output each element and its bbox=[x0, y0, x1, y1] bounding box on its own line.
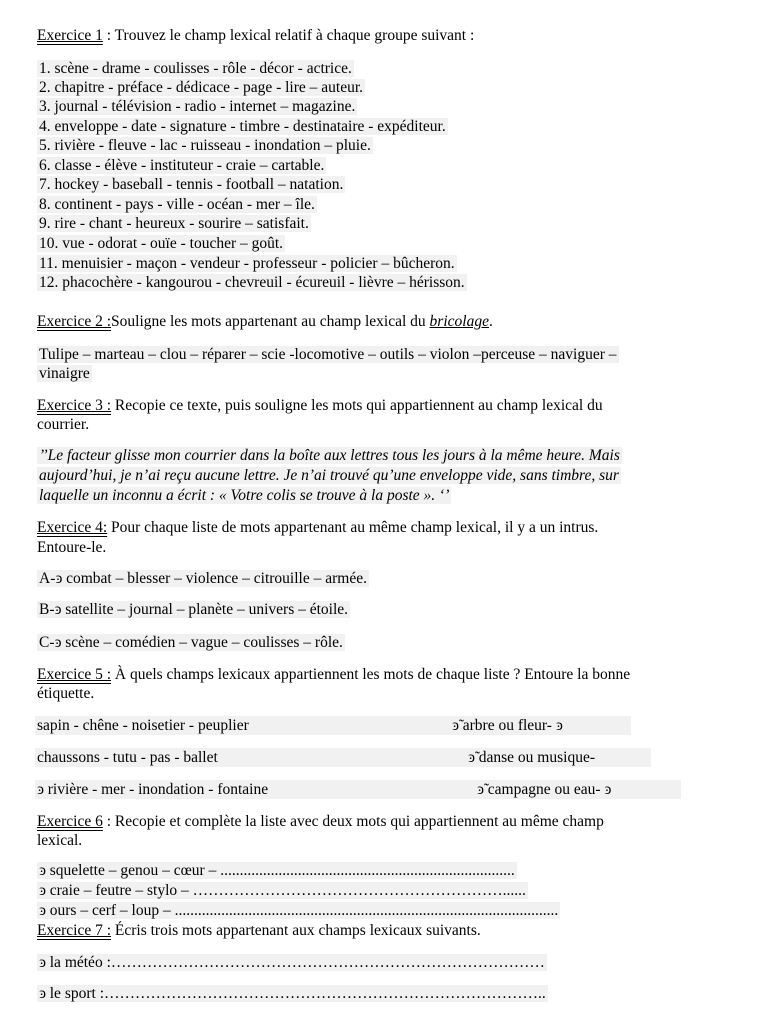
exercise-3-text: laquelle un inconnu a écrit : « Votre colis se trouve à la poste ». ‘’ bbox=[39, 487, 450, 504]
exercise-7-instruction: Écris trois mots appartenant aux champs lexicaux suivants. bbox=[111, 922, 481, 939]
list-item: 11. menuisier - maçon - vendeur - professeur - policier – bûcheron. bbox=[39, 255, 455, 272]
list-item: ͽ squelette – genou – cœur – ............................................................................ bbox=[39, 862, 515, 879]
exercise-2-heading: Exercice 2 :Souligne les mots appartenant au champ lexical du bricolage. bbox=[37, 313, 493, 330]
exercise-5-instruction: À quels champs lexicaux appartiennent les mots de chaque liste ? Entoure la bonne bbox=[111, 666, 631, 683]
exercise-3-instruction: Recopie ce texte, puis souligne les mots qui appartiennent au champ lexical du bbox=[111, 397, 603, 414]
exercise-1-heading bbox=[37, 27, 474, 45]
exercise-5-heading bbox=[37, 666, 630, 684]
exercise-5-options: ͽ̃ danse ou musique- bbox=[468, 749, 595, 766]
exercise-2-label: Exercice 2 : bbox=[37, 313, 112, 330]
exercise-6-instruction: : Recopie et complète la liste avec deux mots qui appartiennent au même champ bbox=[102, 813, 604, 830]
exercise-5-instruction-cont: étiquette. bbox=[37, 685, 95, 702]
exercise-4-heading bbox=[37, 519, 598, 537]
exercise-3-label: Exercice 3 : bbox=[37, 397, 112, 414]
list-item: 3. journal - télévision - radio - internet – magazine. bbox=[39, 98, 356, 115]
exercise-5-words: sapin - chêne - noisetier - peuplier bbox=[37, 717, 249, 734]
list-item: A-ͽ combat – blesser – violence – citrouille – armée. bbox=[39, 570, 367, 587]
list-item: 1. scène - drame - coulisses - rôle - décor - actrice. bbox=[39, 60, 352, 77]
exercise-3-heading bbox=[37, 397, 603, 415]
list-item: 12. phacochère - kangourou - chevreuil - écureuil - lièvre – hérisson. bbox=[39, 274, 465, 291]
exercise-2-words-cont: vinaigre bbox=[39, 365, 90, 382]
exercise-3-text: ’’Le facteur glisse mon courrier dans la boîte aux lettres tous les jours à la même heure. Mais bbox=[39, 447, 620, 464]
list-item: B-ͽ satellite – journal – planète – univers – étoile. bbox=[39, 601, 349, 618]
list-item: 6. classe - élève - instituteur - craie – cartable. bbox=[39, 157, 325, 174]
exercise-7-field-sport: ͽ le sport :………………………………………………………………………….. bbox=[39, 985, 546, 1002]
exercise-2-instruction: Souligne les mots appartenant au champ lexical du bbox=[111, 313, 430, 330]
exercise-7-label: Exercice 7 : bbox=[37, 922, 112, 939]
list-item: 5. rivière - fleuve - lac - ruisseau - inondation – pluie. bbox=[39, 137, 371, 154]
exercise-4-label: Exercice 4: bbox=[37, 519, 108, 536]
list-item: 4. enveloppe - date - signature - timbre - destinataire - expéditeur. bbox=[39, 118, 446, 135]
exercise-6-heading bbox=[37, 813, 604, 831]
list-item: 7. hockey - baseball - tennis - football – natation. bbox=[39, 176, 344, 193]
exercise-5-words: ͽ rivière - mer - inondation - fontaine bbox=[37, 781, 269, 798]
list-item: 9. rire - chant - heureux - sourire – satisfait. bbox=[39, 215, 309, 232]
list-item: ͽ craie – feutre – stylo – ……………………………………………………...... bbox=[39, 882, 526, 899]
exercise-2-keyword: bricolage bbox=[429, 313, 489, 330]
exercise-3-text: aujourd’hui, je n’ai reçu aucune lettre. Je n’ai trouvé qu’une enveloppe vide, sans timbre, sur bbox=[39, 467, 619, 484]
list-item: 10. vue - odorat - ouïe - toucher – goût. bbox=[39, 235, 284, 252]
exercise-5-options: ͽ̃ campagne ou eau- ͽ bbox=[477, 781, 612, 798]
list-item: 2. chapitre - préface - dédicace - page - lire – auteur. bbox=[39, 79, 364, 96]
exercise-7-field-weather: ͽ la météo :………………………………………………………………………… bbox=[39, 954, 545, 971]
exercise-4-instruction: Pour chaque liste de mots appartenant au même champ lexical, il y a un intrus. bbox=[107, 519, 599, 536]
list-item: 8. continent - pays - ville - océan - mer – île. bbox=[39, 196, 315, 213]
exercise-7-heading bbox=[37, 922, 481, 940]
exercise-4-instruction-cont: Entoure-le. bbox=[37, 539, 107, 556]
exercise-6-label: Exercice 6 bbox=[37, 813, 103, 830]
exercise-6-instruction-cont: lexical. bbox=[37, 832, 83, 849]
exercise-1-label: Exercice 1 bbox=[37, 27, 103, 44]
list-item: ͽ ours – cerf – loup – ................................................................................................... bbox=[39, 902, 559, 919]
exercise-5-options: ͽ̃ arbre ou fleur- ͽ bbox=[452, 717, 563, 734]
list-item: C-ͽ scène – comédien – vague – coulisses – rôle. bbox=[39, 634, 343, 651]
exercise-2-words: Tulipe – marteau – clou – réparer – scie -locomotive – outils – violon –perceuse – naviguer – bbox=[39, 346, 617, 363]
exercise-5-words: chaussons - tutu - pas - ballet bbox=[37, 749, 218, 766]
exercise-5-label: Exercice 5 : bbox=[37, 666, 112, 683]
exercise-1-instruction: : Trouvez le champ lexical relatif à chaque groupe suivant : bbox=[102, 27, 475, 44]
exercise-3-instruction-cont: courrier. bbox=[37, 416, 90, 433]
